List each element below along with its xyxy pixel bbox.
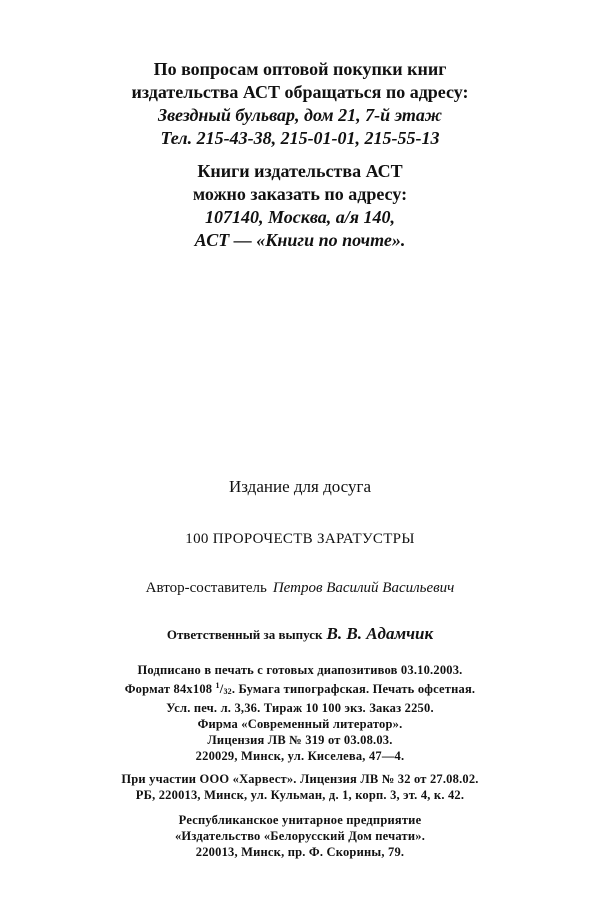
format-fraction-numerator: 1 — [215, 681, 220, 690]
mail-order-service: АСТ — «Книги по почте». — [194, 230, 406, 250]
printer-line-3: 220013, Минск, пр. Ф. Скорины, 79. — [195, 845, 405, 859]
firm-line-1: Фирма «Современный литератор». — [197, 717, 403, 731]
print-info-line-1: Подписано в печать с готовых диапозитивов 03.10.2003. — [137, 663, 463, 677]
wholesale-info — [0, 58, 600, 150]
mail-order-info — [0, 160, 600, 252]
format-fraction-denominator: 32 — [223, 687, 232, 696]
wholesale-line-1: По вопросам оптовой покупки книг — [153, 59, 447, 79]
editor-name: В. В. Адамчик — [326, 624, 434, 643]
mail-order-address: 107140, Москва, а/я 140, — [204, 207, 396, 227]
mail-order-line-2: можно заказать по адресу: — [192, 184, 408, 204]
firm-line-2: Лицензия ЛВ № 319 от 03.08.03. — [207, 733, 393, 747]
print-info — [0, 662, 600, 716]
book-title: 100 ПРОРОЧЕСТВ ЗАРАТУСТРЫ — [185, 531, 415, 547]
wholesale-phones: Тел. 215-43-38, 215-01-01, 215-55-13 — [160, 128, 440, 148]
genre-label: Издание для досуга — [229, 477, 371, 496]
editor-line — [0, 625, 600, 644]
partner-info — [0, 771, 600, 803]
printer-line-2: «Издательство «Белорусский Дом печати». — [174, 829, 426, 843]
author-role: Автор-составитель — [145, 580, 267, 596]
firm-line-3: 220029, Минск, ул. Киселева, 47—4. — [195, 749, 405, 763]
wholesale-line-2: издательства АСТ обращаться по адресу: — [131, 82, 469, 102]
partner-line-1: При участии ООО «Харвест». Лицензия ЛВ № 32 от 27.08.02. — [121, 772, 479, 786]
format-label: Формат 84x108 — [124, 682, 216, 696]
mail-order-line-1: Книги издательства АСТ — [197, 161, 403, 181]
wholesale-address: Звездный бульвар, дом 21, 7-й этаж — [157, 105, 443, 125]
printer-line-1: Республиканское унитарное предприятие — [178, 813, 422, 827]
print-info-line-3: Усл. печ. л. 3,36. Тираж 10 100 экз. Заказ 2250. — [166, 701, 434, 715]
editor-label: Ответственный за выпуск — [166, 627, 323, 642]
partner-line-2: РБ, 220013, Минск, ул. Кульман, д. 1, корп. 3, эт. 4, к. 42. — [135, 788, 465, 802]
firm-info — [0, 716, 600, 764]
printer-info — [0, 812, 600, 860]
author-line — [0, 579, 600, 597]
print-info-line-2: Формат 84x108 $^1/_{32}$. Бумага типографская. Печать офсетная. — [124, 681, 476, 696]
paper-info: . Бумага типографская. Печать офсетная. — [231, 682, 476, 696]
author-name: Петров Василий Васильевич — [272, 580, 455, 596]
